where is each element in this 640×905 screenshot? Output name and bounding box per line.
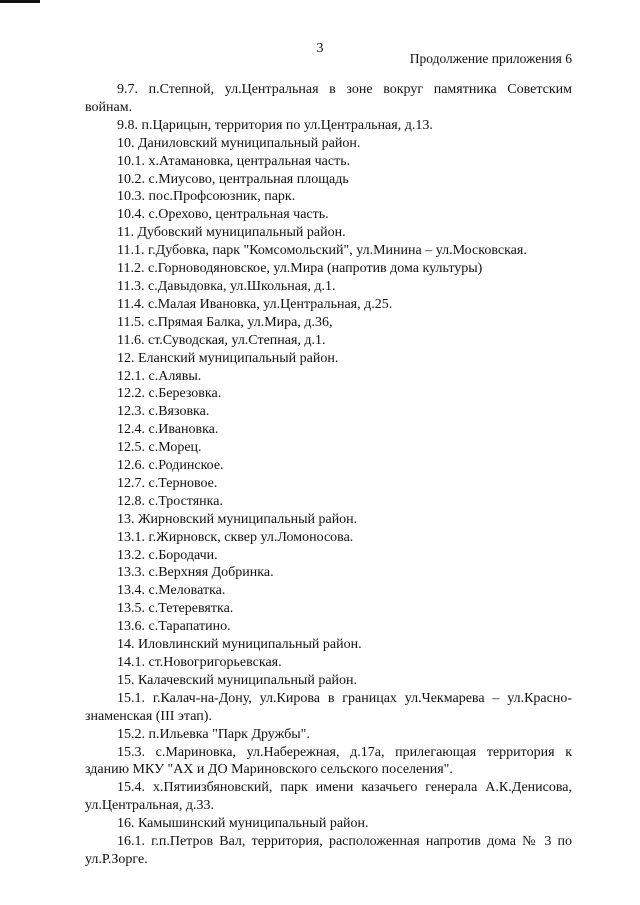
document-line-9: 11.1. г.Дубовка, парк "Комсомольский", ул.Минина – ул.Московская.	[117, 243, 527, 259]
document-line-16: 12.1. с.Алявы.	[117, 368, 202, 384]
document-line-6: 10.3. пос.Профсоюзник, парк.	[117, 189, 296, 205]
document-line-24: 13. Жирновский муниципальный район.	[117, 511, 358, 527]
document-line-20: 12.5. с.Морец.	[117, 440, 202, 456]
document-line-21: 12.6. с.Родинское.	[117, 458, 224, 474]
document-line-23: 12.8. с.Тростянка.	[117, 493, 223, 509]
document-line-15: 12. Еланский муниципальный район.	[117, 350, 339, 366]
document-line-25: 13.1. г.Жирновск, сквер ул.Ломоносова.	[117, 529, 354, 545]
document-line-27: 13.3. с.Верхняя Добринка.	[117, 565, 274, 581]
document-line-36: 15.3. с.Мариновка, ул.Набережная, д.17а, прилегающая территория к зданию МКУ "АХ и ДО Мариновского сельского поселения".	[85, 744, 572, 778]
appendix-continuation-note: Продолжение приложения 6	[409, 51, 572, 66]
document-line-5: 10.2. с.Миусово, центральная площадь	[117, 171, 349, 187]
document-line-4: 10.1. х.Атамановка, центральная часть.	[117, 153, 351, 169]
document-line-10: 11.2. с.Горноводяновское, ул.Мира (напротив дома культуры)	[117, 261, 483, 277]
document-line-12: 11.4. с.Малая Ивановка, ул.Центральная, д.25.	[117, 296, 393, 312]
document-line-17: 12.2. с.Березовка.	[117, 386, 222, 402]
document-line-7: 10.4. с.Орехово, центральная часть.	[117, 207, 329, 223]
document-line-35: 15.2. п.Ильевка "Парк Дружбы".	[117, 726, 310, 742]
document-line-14: 11.6. ст.Суводская, ул.Степная, д.1.	[117, 332, 326, 348]
document-line-31: 14. Иловлинский муниципальный район.	[117, 637, 362, 653]
document-body	[85, 81, 572, 869]
document-line-19: 12.4. с.Ивановка.	[117, 422, 219, 438]
document-line-8: 11. Дубовский муниципальный район.	[117, 225, 346, 241]
top-edge-rule	[0, 0, 40, 3]
document-line-11: 11.3. с.Давыдовка, ул.Школьная, д.1.	[117, 278, 336, 294]
document-line-30: 13.6. с.Тарапатино.	[117, 619, 231, 635]
document-line-18: 12.3. с.Вязовка.	[117, 404, 210, 420]
document-line-28: 13.4. с.Меловатка.	[117, 583, 226, 599]
document-line-26: 13.2. с.Бородачи.	[117, 547, 218, 563]
document-line-33: 15. Калачевский муниципальный район.	[117, 672, 358, 688]
document-line-13: 11.5. с.Прямая Балка, ул.Мира, д.36,	[117, 314, 333, 330]
document-line-39: 16.1. г.п.Петров Вал, территория, расположенная напротив дома № 3 по ул.Р.Зорге.	[85, 834, 572, 867]
document-line-2: 9.8. п.Царицын, территория по ул.Центральная, д.13.	[117, 117, 433, 133]
document-line-37: 15.4. х.Пятиизбяновский, парк имени казачьего генерала А.К.Денисова, ул.Центральная, д.33.	[85, 780, 572, 814]
document-line-3: 10. Даниловский муниципальный район.	[117, 135, 361, 151]
document-line-1: 9.7. п.Степной, ул.Центральная в зоне вокруг памятника Советским войнам.	[85, 82, 572, 115]
document-line-32: 14.1. ст.Новогригорьевская.	[117, 655, 282, 670]
document-line-29: 13.5. с.Тетеревятка.	[117, 601, 234, 617]
document-line-22: 12.7. с.Терновое.	[117, 475, 218, 491]
page-number: 3	[316, 41, 324, 56]
document-line-34: 15.1. г.Калач-на-Дону, ул.Кирова в границах ул.Чекмарева – ул.Красно-знаменская (III этап).	[85, 690, 572, 724]
document-line-38: 16. Камышинский муниципальный район.	[117, 816, 369, 832]
